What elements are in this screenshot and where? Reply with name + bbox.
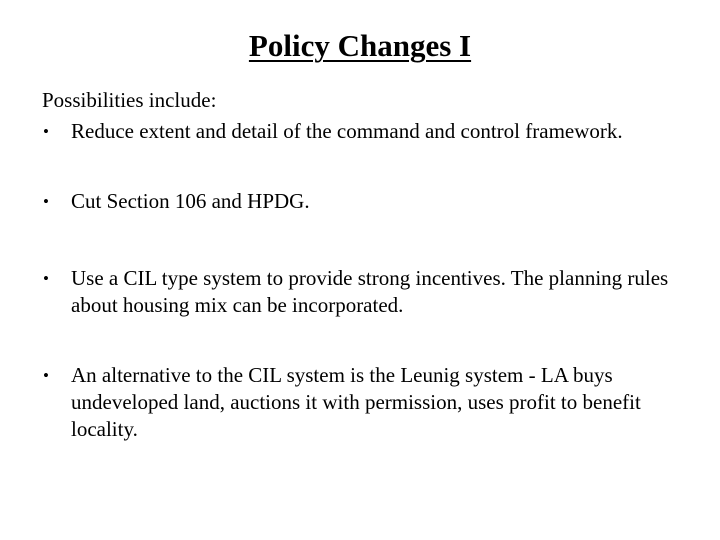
bullet-item <box>42 118 692 145</box>
bullet-item <box>42 362 692 443</box>
bullet-icon: • <box>43 269 49 288</box>
bullet-item <box>42 265 692 319</box>
bullet-text: Reduce extent and detail of the command and control framework. <box>71 119 623 143</box>
bullet-text: An alternative to the CIL system is the Leunig system - LA buys undeveloped land, auctions it with permission, uses profit to benefit locality. <box>71 363 641 441</box>
slide-title: Policy Changes I <box>248 28 472 63</box>
bullet-icon: • <box>43 366 49 385</box>
bullet-text: Use a CIL type system to provide strong incentives. The planning rules about housing mix can be incorporated. <box>71 266 669 317</box>
bullet-text: Cut Section 106 and HPDG. <box>71 189 310 213</box>
bullet-list <box>42 118 692 443</box>
bullet-icon: • <box>43 122 49 141</box>
bullet-icon: • <box>43 192 49 211</box>
intro-text: Possibilities include: <box>42 88 217 112</box>
bullet-item <box>42 188 692 215</box>
